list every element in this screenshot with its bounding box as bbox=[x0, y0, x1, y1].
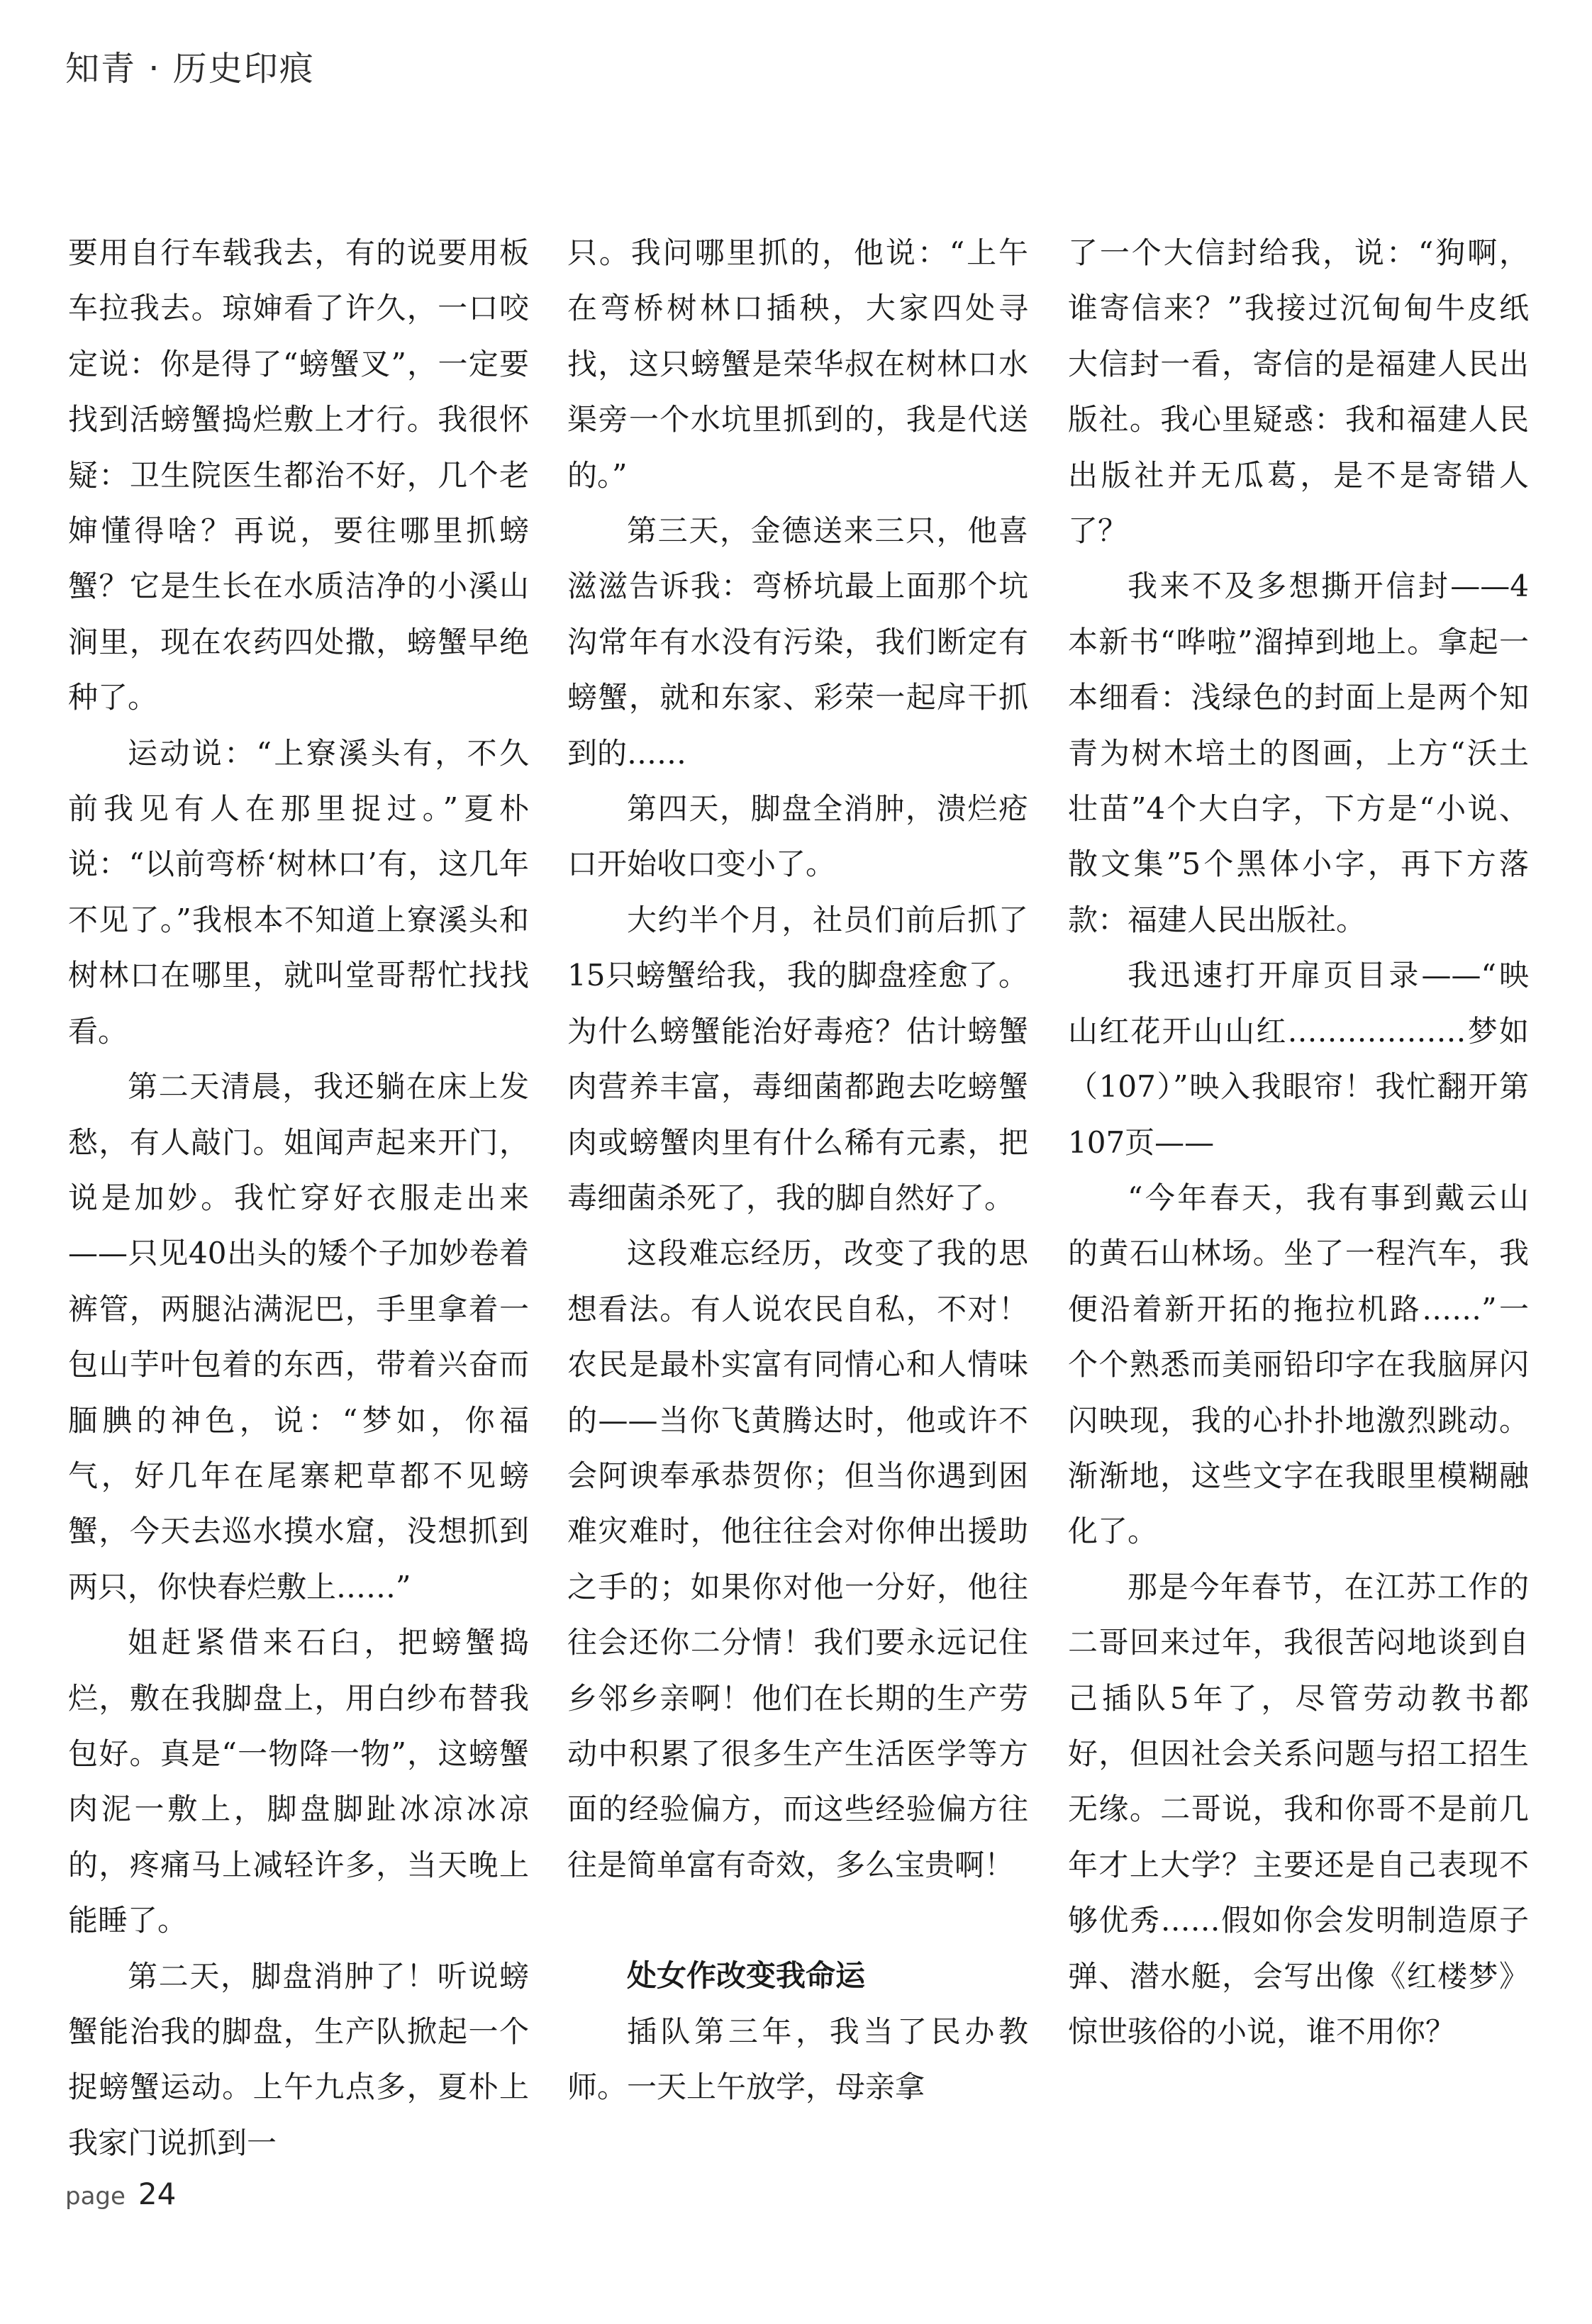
paragraph: 我来不及多想撕开信封——4本新书“哗啦”溜掉到地上。拿起一本细看：浅绿色的封面上是两个知青为树木培土的图画，上方“沃土壮苗”4个大白字，下方是“小说、散文集”5个黑体小字，再下方落款：福建人民出版社。 bbox=[1068, 569, 1529, 937]
section-header: 知青 · 历史印痕 bbox=[65, 49, 315, 89]
paragraph: 这段难忘经历，改变了我的思想看法。有人说农民自私，不对！农民是最朴实富有同情心和人情味的——当你飞黄腾达时，他或许不会阿谀奉承恭贺你；但当你遇到困难灾难时，他往往会对你伸出援助之手的；如果你对他一分好，他往往会还你二分情！我们要永远记住乡邻乡亲啊！他们在长期的生产劳动中积累了很多生产生活医学等方面的经验偏方，而这些经验偏方往往是简单富有奇效，多么宝贵啊！ bbox=[567, 1236, 1028, 1882]
paragraph: 第三天，金德送来三只，他喜滋滋告诉我：弯桥坑最上面那个坑沟常年有水没有污染，我们断定有螃蟹，就和东家、彩荣一起戽干抓到的…… bbox=[567, 513, 1028, 771]
paragraph: 只。我问哪里抓的，他说：“上午在弯桥树林口插秧，大家四处寻找，这只螃蟹是荣华叔在树林口水渠旁一个水坑里抓到的，我是代送的。” bbox=[567, 235, 1028, 493]
paragraph: 大约半个月，社员们前后抓了15只螃蟹给我，我的脚盘痊愈了。为什么螃蟹能治好毒疮？估计螃蟹肉营养丰富，毒细菌都跑去吃螃蟹肉或螃蟹肉里有什么稀有元素，把毒细菌杀死了，我的脚自然好了。 bbox=[567, 902, 1028, 1215]
text-column-1 bbox=[68, 225, 529, 2171]
paragraph: 插队第三年，我当了民办教师。一天上午放学，母亲拿 bbox=[567, 2013, 1028, 2104]
section-heading: 处女作改变我命运 bbox=[627, 1958, 866, 1994]
text-column-2 bbox=[567, 225, 1028, 2115]
paragraph: 了一个大信封给我，说：“狗啊，谁寄信来？”我接过沉甸甸牛皮纸大信封一看，寄信的是福建人民出版社。我心里疑惑：我和福建人民出版社并无瓜葛，是不是寄错人了？ bbox=[1068, 235, 1529, 549]
paragraph: 我迅速打开扉页目录——“映山红花开山山红………………梦如（107）”映入我眼帘！我忙翻开第107页—— bbox=[1068, 958, 1529, 1160]
paragraph: 运动说：“上寮溪头有，不久前我见有人在那里捉过。”夏朴说：“以前弯桥‘树林口’有，这几年不见了。”我根本不知道上寮溪头和树林口在哪里，就叫堂哥帮忙找找看。 bbox=[68, 735, 529, 1049]
page-number: 24 bbox=[138, 2177, 177, 2211]
paragraph: 第四天，脚盘全消肿，溃烂疮口开始收口变小了。 bbox=[567, 791, 1028, 882]
paragraph: “今年春天，我有事到戴云山的黄石山林场。坐了一程汽车，我便沿着新开拓的拖拉机路……”一个个熟悉而美丽铅印字在我脑屏闪闪映现，我的心扑扑地激烈跳动。渐渐地，这些文字在我眼里模糊融化了。 bbox=[1068, 1180, 1529, 1549]
page-label: page bbox=[65, 2182, 126, 2211]
page-footer bbox=[65, 2177, 176, 2211]
paragraph: 姐赶紧借来石臼，把螃蟹捣烂，敷在我脚盘上，用白纱布替我包好。真是“一物降一物”，这螃蟹肉泥一敷上，脚盘脚趾冰凉冰凉的，疼痛马上减轻许多，当天晚上能睡了。 bbox=[68, 1625, 529, 1938]
paragraph: 第二天清晨，我还躺在床上发愁，有人敲门。姐闻声起来开门，说是加妙。我忙穿好衣服走出来——只见40出头的矮个子加妙卷着裤管，两腿沾满泥巴，手里拿着一包山芋叶包着的东西，带着兴奋而腼腆的神色，说：“梦如，你福气，好几年在尾寨耙草都不见螃蟹，今天去巡水摸水窟，没想抓到两只，你快春烂敷上……” bbox=[68, 1069, 529, 1604]
paragraph: 第二天，脚盘消肿了！听说螃蟹能治我的脚盘，生产队掀起一个捉螃蟹运动。上午九点多，夏朴上我家门说抓到一 bbox=[68, 1958, 529, 2160]
paragraph: 要用自行车载我去，有的说要用板车拉我去。琼婶看了许久，一口咬定说：你是得了“螃蟹叉”，一定要找到活螃蟹捣烂敷上才行。我很怀疑：卫生院医生都治不好，几个老婶懂得啥？再说，要往哪里抓螃蟹？它是生长在水质洁净的小溪山涧里，现在农药四处撒，螃蟹早绝种了。 bbox=[68, 235, 529, 715]
text-column-3 bbox=[1068, 225, 1529, 2060]
paragraph: 那是今年春节，在江苏工作的二哥回来过年，我很苦闷地谈到自己插队5年了，尽管劳动教书都好，但因社会关系问题与招工招生无缘。二哥说，我和你哥不是前几年才上大学？主要还是自己表现不够优秀……假如你会发明制造原子弹、潜水艇，会写出像《红楼梦》惊世骇俗的小说，谁不用你？ bbox=[1068, 1569, 1529, 2049]
